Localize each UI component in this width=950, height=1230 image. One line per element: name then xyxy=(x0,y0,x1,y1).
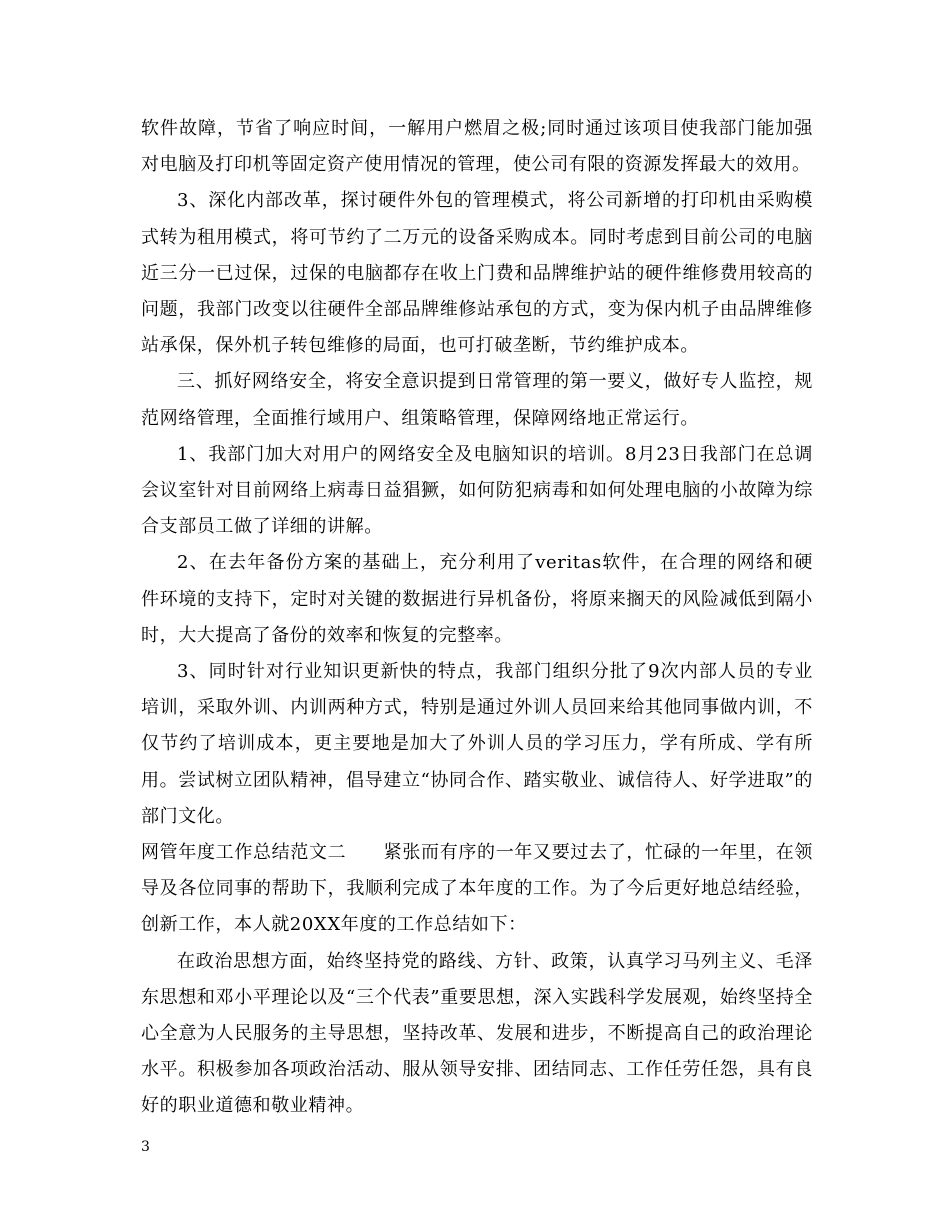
paragraph-staff-training: 3、同时针对行业知识更新快的特点，我部门组织分批了9次内部人员的专业培训，采取外训、内训两种方式，特别是通过外训人员回来给其他同事做内训，不仅节约了培训成本，更主要地是加大了外训人员的学习压力，学有所成、学有所用。尝试树立团队精神，倡导建立“协同合作、踏实敬业、诚信待人、好学进取”的部门文化。 xyxy=(141,661,813,827)
paragraph-network-security: 三、抓好网络安全，将安全意识提到日常管理的第一要义，做好专人监控，规范网络管理，全面推行域用户、组策略管理，保障网络地正常运行。 xyxy=(141,371,813,429)
page-number: 3 xyxy=(141,1139,150,1155)
document-body xyxy=(141,111,813,1125)
paragraph-software-fault: 软件故障，节省了响应时间，一解用户燃眉之极;同时通过该项目使我部门能加强对电脑及打印机等固定资产使用情况的管理，使公司有限的资源发挥最大的效用。 xyxy=(141,118,813,176)
paragraph-political-thought: 在政治思想方面，始终坚持党的路线、方针、政策，认真学习马列主义、毛泽东思想和邓小平理论以及“三个代表”重要思想，深入实践科学发展观，始终坚持全心全意为人民服务的主导思想，坚持改革、发展和进步，不断提高自己的政治理论水平。积极参加各项政治活动、服从领导安排、团结同志、工作任劳任怨，具有良好的职业道德和敬业精神。 xyxy=(141,950,813,1117)
paragraph-reform-outsourcing: 3、深化内部改革，探讨硬件外包的管理模式，将公司新增的打印机由采购模式转为租用模式，将可节约了二万元的设备采购成本。同时考虑到目前公司的电脑近三分一已过保，过保的电脑都存在收上门费和品牌维护站的硬件维修费用较高的问题，我部门改变以往硬件全部品牌维修站承包的方式，变为保内机子由品牌维修站承保，保外机子转包维修的局面，也可打破垄断，节约维护成本。 xyxy=(141,190,813,357)
paragraph-backup-plan: 2、在去年备份方案的基础上，充分利用了veritas软件，在合理的网络和硬件环境的支持下，定时对关键的数据进行异机备份，将原来搁天的风险减低到隔小时，大大提高了备份的效率和恢复的完整率。 xyxy=(141,552,813,646)
paragraph-user-training: 1、我部门加大对用户的网络安全及电脑知识的培训。8月23日我部门在总调会议室针对目前网络上病毒日益猖獗，如何防犯病毒和如何处理电脑的小故障为综合支部员工做了详细的讲解。 xyxy=(141,443,813,538)
paragraph-summary-two-heading: 网管年度工作总结范文二 紧张而有序的一年又要过去了，忙碌的一年里，在领导及各位同事的帮助下，我顺利完成了本年度的工作。为了今后更好地总结经验，创新工作，本人就20XX年度的工作总结如下： xyxy=(141,842,813,936)
